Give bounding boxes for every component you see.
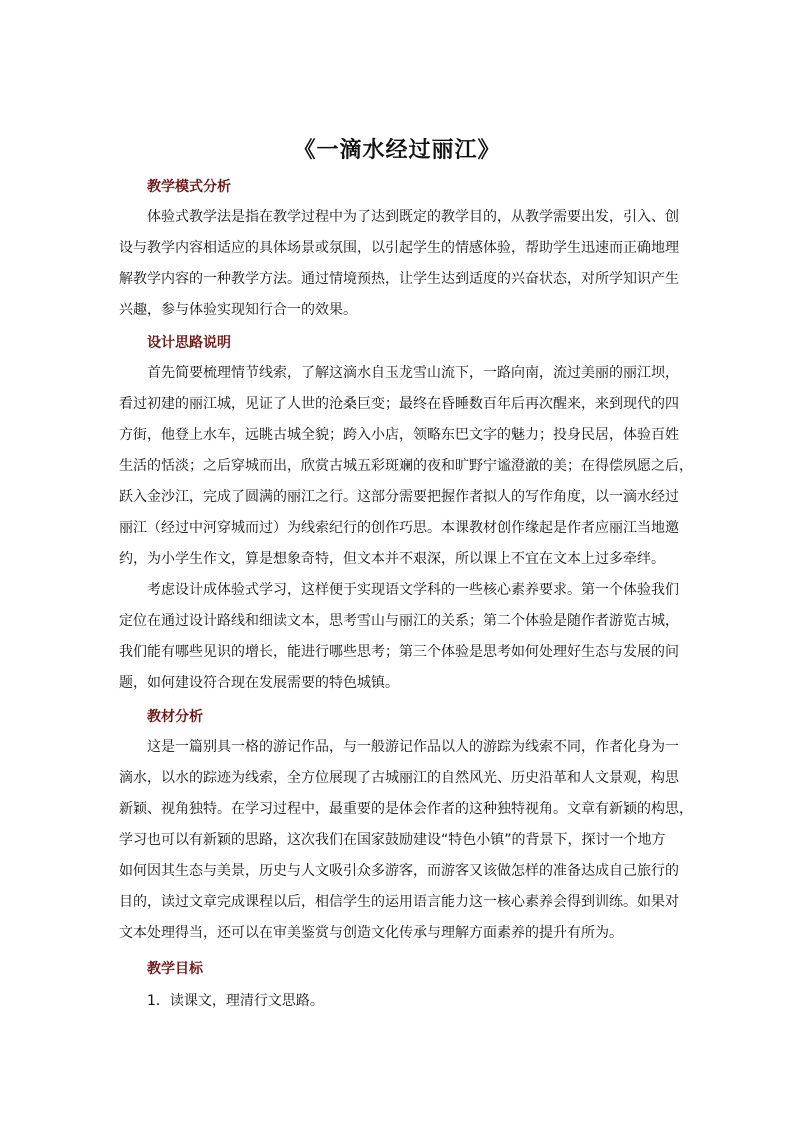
text-line: 解教学内容的一种教学方法。通过情境预热，让学生达到适度的兴奋状态，对所学知识产生 xyxy=(119,271,679,287)
goal-list-item: 1．读课文，理清行文思路。 xyxy=(147,993,324,1009)
text-line: 生活的恬淡；之后穿城而出，欣赏古城五彩斑斓的夜和旷野宁谧澄澈的美；在得偿夙愿之后， xyxy=(119,458,693,474)
text-line: 如何因其生态与美景，历史与人文吸引众多游客，而游客又该做怎样的准备达成自己旅行的 xyxy=(119,863,679,879)
paragraph-design-idea-2 xyxy=(119,575,679,699)
text-line: 新颖、视角独特。在学习过程中，最重要的是体会作者的这种独特视角。文章有新颖的构思， xyxy=(119,801,693,817)
text-line: 我们能有哪些见识的增长，能进行哪些思考；第三个体验是思考如何处理好生态与发展的问 xyxy=(119,644,679,660)
section-heading-teaching-mode: 教学模式分析 xyxy=(147,179,231,195)
section-heading-teaching-goals: 教学目标 xyxy=(147,961,203,977)
text-line: 考虑设计成体验式学习，这样便于实现语文学科的一些核心素养要求。第一个体验我们 xyxy=(147,582,679,598)
text-line: 看过初建的丽江城，见证了人世的沧桑巨变；最终在昏睡数百年后再次醒来，来到现代的四 xyxy=(119,396,679,412)
text-line: 方街，他登上水车，远眺古城全貌；跨入小店，领略东巴文字的魅力；投身民居，体验百姓 xyxy=(119,427,679,443)
paragraph-teaching-mode xyxy=(119,202,679,326)
text-line: 这是一篇别具一格的游记作品，与一般游记作品以人的游踪为线索不同，作者化身为一 xyxy=(147,739,679,755)
text-line: 学习也可以有新颖的思路，这次我们在国家鼓励建设“特色小镇”的背景下，探讨一个地方 xyxy=(119,832,666,848)
text-line: 题，如何建设符合现在发展需要的特色城镇。 xyxy=(119,675,399,691)
document-title: 《一滴水经过丽江》 xyxy=(293,137,501,163)
text-line: 兴趣，参与体验实现知行合一的效果。 xyxy=(119,302,357,318)
text-line: 设与教学内容相适应的具体场景或氛围，以引起学生的情感体验，帮助学生迅速而正确地理 xyxy=(119,240,679,256)
paragraph-design-idea-1 xyxy=(119,358,693,575)
section-heading-textbook-analysis: 教材分析 xyxy=(147,709,203,725)
text-line: 约，为小学生作文，算是想象奇特，但文本并不艰深，所以课上不宜在文本上过多牵绊。 xyxy=(119,551,665,567)
section-heading-design-idea: 设计思路说明 xyxy=(147,335,231,351)
text-line: 目的，读过文章完成课程以后，相信学生的运用语言能力这一核心素养会得到训练。如果对 xyxy=(119,894,679,910)
paragraph-textbook-analysis xyxy=(119,732,693,949)
text-line: 首先简要梳理情节线索，了解这滴水自玉龙雪山流下，一路向南，流过美丽的丽江坝， xyxy=(147,365,679,381)
text-line: 定位在通过设计路线和细读文本，思考雪山与丽江的关系；第二个体验是随作者游览古城， xyxy=(119,613,679,629)
text-line: 跃入金沙江，完成了圆满的丽江之行。这部分需要把握作者拟人的写作角度，以一滴水经过 xyxy=(119,489,679,505)
text-line: 滴水，以水的踪迹为线索，全方位展现了古城丽江的自然风光、历史沿革和人文景观，构思 xyxy=(119,770,679,786)
text-line: 体验式教学法是指在教学过程中为了达到既定的教学目的，从教学需要出发，引入、创 xyxy=(147,209,679,225)
text-line: 丽江（经过中河穿城而过）为线索纪行的创作巧思。本课教材创作缘起是作者应丽江当地邀 xyxy=(119,520,679,536)
text-line: 文本处理得当，还可以在审美鉴赏与创造文化传承与理解方面素养的提升有所为。 xyxy=(119,925,623,941)
